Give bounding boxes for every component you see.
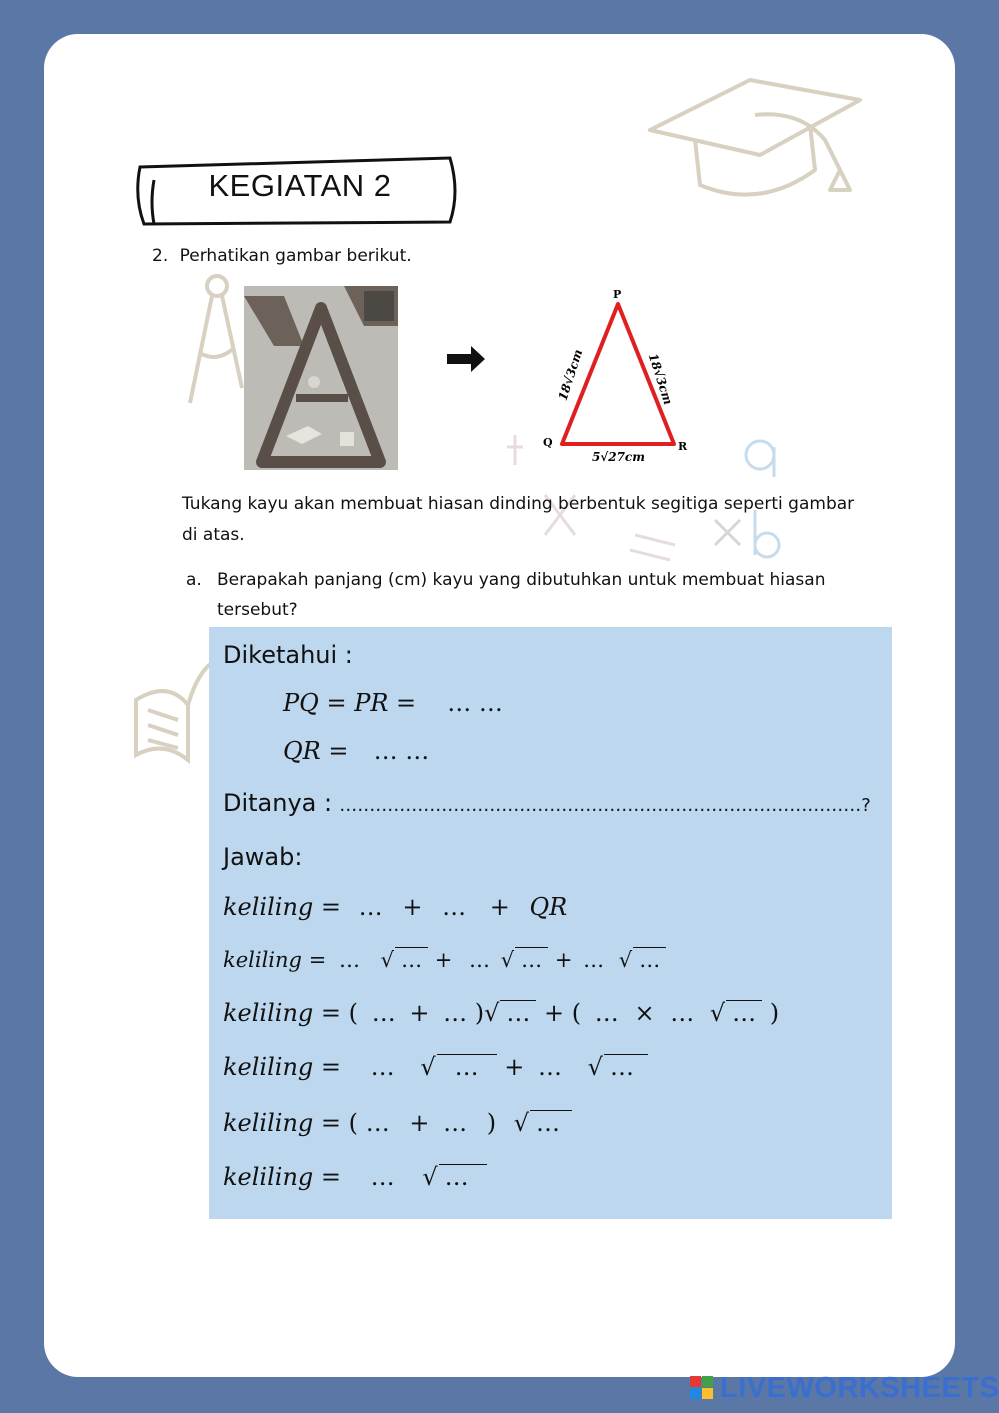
blank-dots[interactable]: … [633, 947, 666, 972]
asked-line [223, 789, 871, 817]
blank-dots[interactable]: … [726, 1000, 762, 1025]
equals-sign: = [320, 893, 342, 921]
open-book-icon [128, 650, 218, 770]
arrow-right-icon [447, 346, 487, 372]
equation-row-6 [223, 1163, 487, 1191]
equals-sign: = [320, 999, 342, 1027]
triangle-diagram [530, 286, 700, 466]
sub-question-label: a. [186, 570, 202, 590]
keliling-word: keliling [223, 999, 314, 1027]
plus-sign: + [434, 948, 453, 972]
sqrt-icon: √ [380, 948, 395, 972]
keliling-word: keliling [223, 1163, 314, 1191]
question-intro-text: Perhatikan gambar berikut. [179, 246, 412, 266]
dashed-border-left [66, 94, 72, 1337]
answer-label: Jawab: [223, 843, 303, 871]
heading-title: KEGIATAN 2 [208, 168, 392, 203]
equation-row-5 [223, 1109, 572, 1137]
blank-dots[interactable]: … [442, 893, 467, 921]
left-paren: ( [348, 999, 359, 1027]
blank-dots[interactable]: … [443, 1109, 468, 1137]
equals-sign: = [308, 948, 327, 972]
dashed-border-bottom [64, 1349, 935, 1355]
question-intro [152, 246, 412, 266]
right-paren: ) [474, 999, 485, 1027]
blank-dots[interactable]: … [594, 999, 619, 1027]
side-qr-label: 5√27cm [592, 450, 645, 464]
vertex-r-label: R [678, 440, 688, 453]
blank-dots[interactable]: … [538, 1053, 562, 1081]
keliling-word: keliling [223, 1053, 314, 1081]
equals-sign: = [320, 1053, 342, 1081]
known-1-lhs: PQ = PR = [283, 689, 417, 717]
blank-dots[interactable]: … [395, 947, 428, 972]
side-pq-label: 18√3cm [555, 347, 586, 403]
known-2-lhs: QR = [283, 737, 349, 765]
blank-dots[interactable]: … [370, 1163, 395, 1191]
dashed-border-right [927, 94, 933, 1337]
equation-row-2 [223, 947, 666, 972]
vertex-p-label: P [613, 288, 622, 301]
problem-paragraph: Tukang kayu akan membuat hiasan dinding berbentuk segitiga seperti gambar di atas. [182, 494, 855, 545]
blank-dots[interactable]: … [515, 947, 548, 972]
plus-sign: + [409, 1109, 430, 1137]
compass-icon [182, 268, 252, 408]
known-1-blank[interactable]: … … [447, 689, 503, 717]
blank-dots[interactable]: … [439, 1164, 487, 1189]
blank-dots[interactable]: … [370, 1053, 395, 1081]
asked-label: Ditanya : [223, 789, 333, 817]
known-2-blank[interactable]: … … [373, 737, 430, 765]
equation-row-3 [223, 999, 779, 1027]
blank-dots[interactable]: … [443, 999, 468, 1027]
blank-dots[interactable]: … [583, 948, 605, 972]
sqrt-icon: √ [587, 1053, 603, 1081]
keliling-word: keliling [223, 948, 302, 972]
blank-dots[interactable]: … [371, 999, 396, 1027]
asked-blank[interactable]: ……………………………………………………………………………? [339, 795, 871, 816]
sqrt-icon: √ [513, 1109, 530, 1137]
plus-sign: + [402, 893, 423, 921]
sqrt-icon: √ [500, 948, 515, 972]
qr-term: QR [529, 893, 568, 921]
liveworksheets-logo-icon [690, 1372, 716, 1406]
plus-sign: + [544, 999, 565, 1027]
blank-dots[interactable]: … [358, 893, 383, 921]
equation-row-4 [223, 1053, 648, 1081]
sub-question-text: Berapakah panjang (cm) kayu yang dibutuhkan untuk membuat hiasan tersebut? [217, 570, 826, 620]
known-label: Diketahui : [223, 641, 353, 669]
times-sign: × [634, 999, 655, 1027]
plus-sign: + [554, 948, 573, 972]
sqrt-icon: √ [484, 999, 500, 1027]
blank-dots[interactable]: … [338, 948, 360, 972]
graduation-cap-icon [640, 70, 870, 220]
answer-box [209, 627, 892, 1219]
equation-row-1 [223, 893, 567, 921]
blank-dots[interactable]: … [670, 999, 695, 1027]
plus-sign: + [504, 1053, 525, 1081]
activity-heading [130, 152, 470, 232]
known-line-2 [283, 737, 429, 765]
side-pr-label: 18√3cm [645, 351, 676, 407]
keliling-word: keliling [223, 1109, 314, 1137]
blank-dots[interactable]: … [365, 1109, 390, 1137]
sqrt-icon: √ [618, 948, 633, 972]
brand-name: LIVEWORKSHEETS [720, 1372, 999, 1404]
keliling-word: keliling [223, 893, 314, 921]
equals-sign: = [320, 1109, 342, 1137]
sqrt-icon: √ [420, 1053, 436, 1081]
left-paren: ( [571, 999, 582, 1027]
blank-dots[interactable]: … [500, 1000, 536, 1025]
vertex-q-label: Q [543, 436, 553, 449]
triangle-shelf-photo [244, 286, 398, 470]
question-number: 2. [152, 246, 169, 266]
plus-sign: + [489, 893, 510, 921]
equals-sign: = [320, 1163, 342, 1191]
blank-dots[interactable]: … [604, 1054, 648, 1079]
right-paren: ) [486, 1109, 497, 1137]
sqrt-icon: √ [422, 1163, 438, 1191]
blank-dots[interactable]: … [469, 948, 491, 972]
sqrt-icon: √ [709, 999, 726, 1027]
right-paren: ) [769, 999, 780, 1027]
blank-dots[interactable]: … [437, 1054, 497, 1079]
left-paren: ( [348, 1109, 359, 1137]
blank-dots[interactable]: … [530, 1110, 572, 1135]
plus-sign: + [409, 999, 430, 1027]
known-line-1 [283, 689, 503, 717]
dashed-border-top [64, 56, 935, 62]
